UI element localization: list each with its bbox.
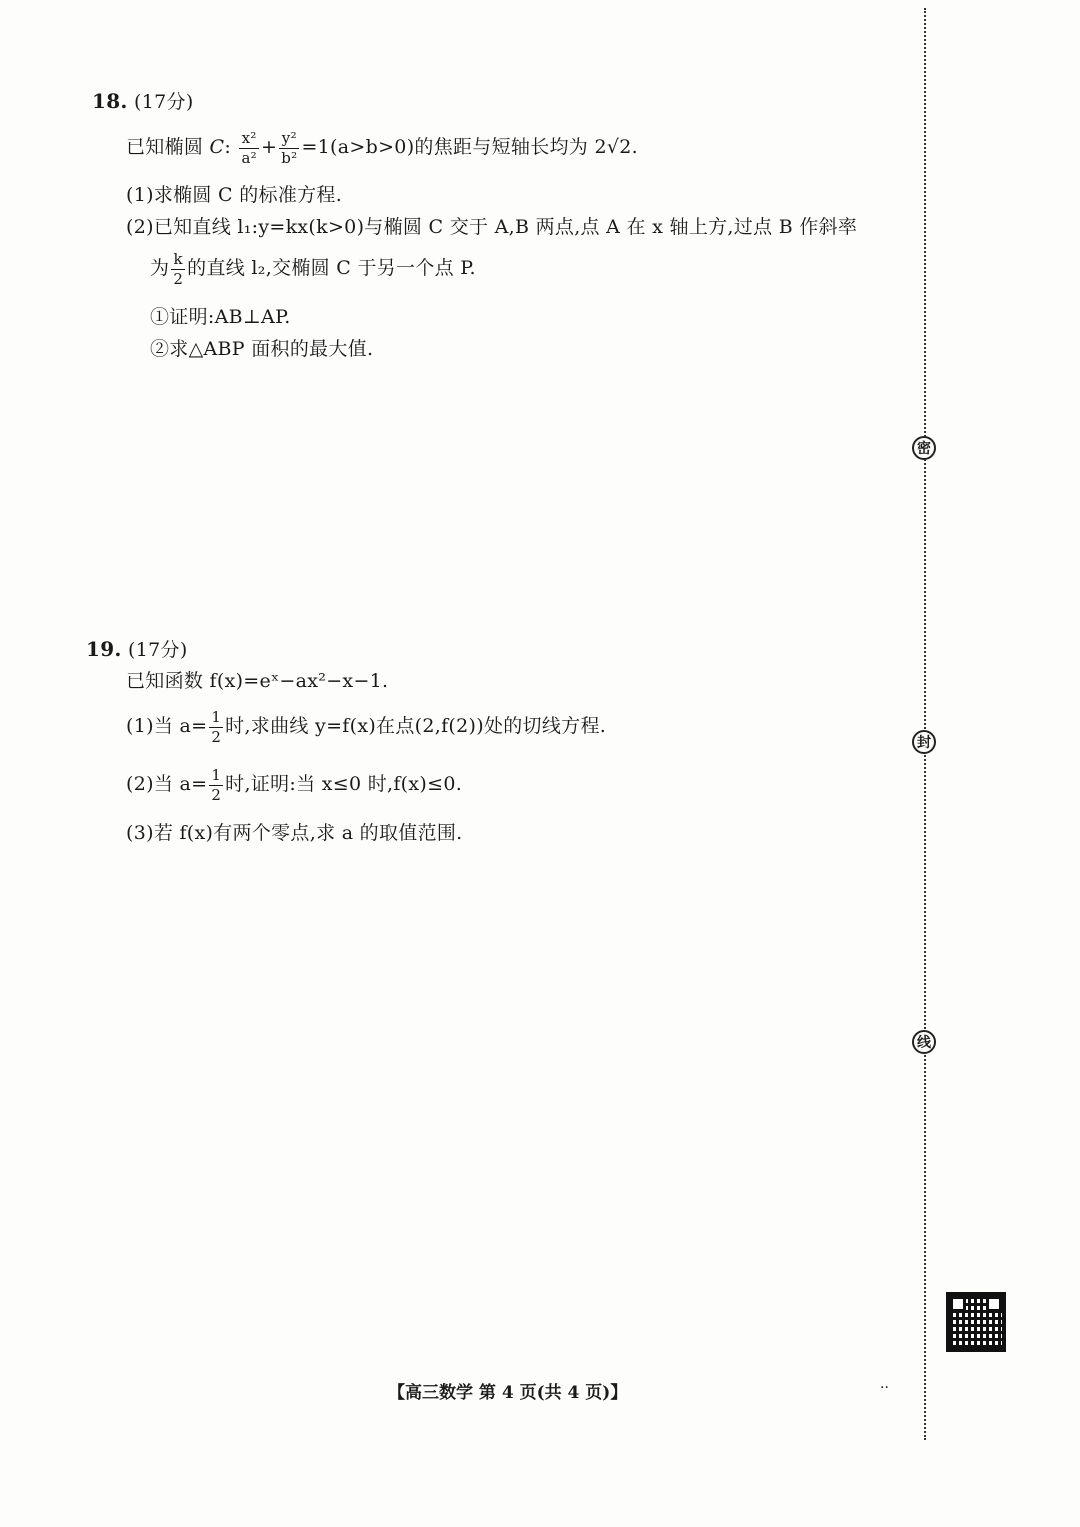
q19-part3: (3)若 f(x)有两个零点,求 a 的取值范围. (126, 822, 463, 844)
page-footer: 【高三数学 第 4 页(共 4 页)】 (388, 1383, 628, 1403)
q19-part2-post: 时,证明:当 x≤0 时,f(x)≤0. (225, 773, 463, 795)
q19-part2-pre: (2)当 a= (126, 773, 208, 795)
q18-score: (17分) (134, 91, 194, 113)
q18-intro-pre: 已知椭圆 (126, 136, 204, 158)
q19-number: 19. (86, 637, 122, 661)
q18-frac-x (239, 128, 259, 167)
q18-number: 18. (92, 89, 128, 113)
q18-part2-line2-pre: 为 (150, 257, 170, 279)
q18-frac-x-den: a² (241, 148, 257, 167)
q18-slope-frac (171, 249, 185, 288)
q18-intro (126, 130, 638, 166)
q19-header (86, 636, 188, 663)
q19-part2-frac-num: 1 (211, 765, 222, 784)
q18-frac-y (279, 128, 299, 167)
binding-line (924, 8, 926, 1440)
q18-part2-line2-post: 的直线 l₂,交椭圆 C 于另一个点 P. (187, 257, 476, 279)
q18-slope-num: k (171, 252, 185, 270)
qr-code-icon (946, 1292, 1006, 1352)
q18-frac-y-den: b² (281, 148, 298, 167)
q19-part2-frac (209, 765, 223, 804)
q18-slope-den: 2 (173, 269, 184, 288)
seal-feng: 封 (912, 730, 936, 754)
q19-part1-frac-num: 1 (211, 707, 222, 726)
q18-part2-line1: (2)已知直线 l₁:y=kx(k>0)与椭圆 C 交于 A,B 两点,点 A 在 x 轴上方,过点 B 作斜率 (126, 216, 858, 238)
q18-part2-ii: ②求△ABP 面积的最大值. (150, 338, 374, 360)
q19-part2 (126, 762, 462, 806)
q19-part1-pre: (1)当 a= (126, 715, 208, 737)
q19-part1-frac-den: 2 (211, 727, 222, 746)
q18-part2-i: ①证明:AB⊥AP. (150, 306, 291, 328)
q18-header (92, 88, 194, 115)
q19-score: (17分) (128, 639, 188, 661)
seal-xian: 线 (912, 1030, 936, 1054)
q18-part2-line2 (150, 248, 476, 288)
q19-part1 (126, 704, 606, 748)
q18-intro-colon: : (224, 136, 232, 158)
q18-intro-c: C (209, 136, 225, 158)
q18-plus: + (261, 136, 278, 158)
q19-part2-frac-den: 2 (211, 785, 222, 804)
q19-intro: 已知函数 f(x)=eˣ−ax²−x−1. (126, 670, 389, 692)
q18-intro-eq: =1(a>b>0)的焦距与短轴长均为 (301, 136, 589, 158)
q19-part1-post: 时,求曲线 y=f(x)在点(2,f(2))处的切线方程. (225, 715, 607, 737)
q18-part1: (1)求椭圆 C 的标准方程. (126, 184, 343, 206)
footer-dots: ·· (880, 1380, 889, 1396)
q18-intro-val: 2√2. (594, 136, 638, 158)
q18-frac-x-num: x² (239, 131, 259, 149)
seal-mi: 密 (912, 436, 936, 460)
q18-frac-y-num: y² (279, 131, 299, 149)
q19-part1-frac (209, 707, 223, 746)
